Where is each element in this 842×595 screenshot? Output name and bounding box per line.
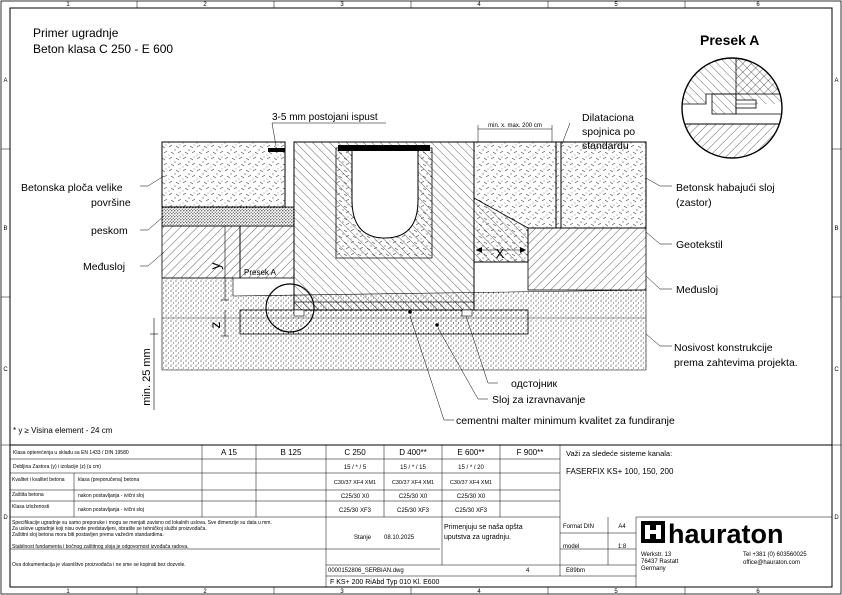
grade-cell: C30/37 XF4 XM1 <box>333 480 377 486</box>
class-d400: D 400** <box>399 448 427 457</box>
section-a-marker: Presek A <box>244 268 277 277</box>
company-name: hauraton <box>668 519 784 549</box>
grade-cell: C25/30 X0 <box>398 494 428 500</box>
grade-cell: C25/30 X0 <box>340 494 370 500</box>
interlayer-right-label: Međusloj <box>676 284 719 296</box>
group-label: Kvalitet i kvalitet betona <box>12 477 65 483</box>
joint-label: standardu <box>582 140 629 152</box>
row-label-left: B <box>3 226 8 232</box>
general-note: Stabilnost fundamenta i bočnog zaštitnog sloja je odgovornost izvođača radova. <box>12 544 189 550</box>
company-contact: Tel +381 (0) 603560025 <box>743 552 807 558</box>
company-address: Werkstr. 13 <box>641 552 672 558</box>
sheet-number: 4 <box>526 568 530 574</box>
slab-label: površine <box>91 197 131 209</box>
date-label: Stanje <box>354 535 372 541</box>
sand-label: peskom <box>91 225 128 237</box>
company-address: 76437 Rastatt <box>641 559 679 565</box>
class-f900: F 900** <box>516 448 544 457</box>
col-label-top: 6 <box>756 2 760 8</box>
company-contact: office@hauraton.com <box>743 560 801 566</box>
col-label-bottom: 6 <box>756 589 760 595</box>
dimension-min-label: min. 25 mm <box>141 348 153 406</box>
system-value: FASERFIX KS+ 100, 150, 200 <box>566 467 674 476</box>
wear-layer-label: (zastor) <box>676 197 712 209</box>
footnote: * y ≥ Visina element - 24 cm <box>13 426 113 435</box>
load-class-header: Klasa opterećenja u skladu sa EN 1433 / DIN 19580 <box>13 450 129 456</box>
row-label-left: D <box>3 515 8 521</box>
col-label-top: 2 <box>203 2 207 8</box>
general-note: Zaštitni sloj betona mora biti postavljen prema važećim standardima. <box>12 532 164 538</box>
mortar-label: cementni malter minimum kvalitet za fundiranje <box>456 415 675 427</box>
col-label-bottom: 5 <box>614 589 618 595</box>
system-title: Važi za sledeće sisteme kanala: <box>566 449 673 458</box>
slab-label: Betonska ploča velike <box>21 182 123 194</box>
revision-code: E89bm <box>566 568 586 574</box>
joint-label: Dilataciona <box>582 112 634 124</box>
sub-label: nakon postavljanja - ivični sloj <box>78 493 144 499</box>
group-label: Klasa izloženosti <box>12 504 50 510</box>
grade-cell: C30/37 XF4 XM1 <box>449 480 493 486</box>
sub-label: nakon postavljanja - ivični sloj <box>78 507 144 513</box>
interlayer-left-label: Međusloj <box>83 261 126 273</box>
joint-label: spojnica po <box>582 126 636 138</box>
date-value: 08.10.2025 <box>384 535 415 541</box>
class-c250: C 250 <box>344 448 366 457</box>
company-logo <box>641 519 807 572</box>
base-label: prema zahtevima projekta. <box>674 357 798 369</box>
sub-label: klasa (preporučena) betona <box>78 477 140 483</box>
thickness-d400: 15 / * / 15 <box>400 465 426 471</box>
drawing-name: F KS+ 200 RiAbd Typ 010 Kl. E600 <box>330 579 440 586</box>
class-e600: E 600** <box>457 448 485 457</box>
grade-cell: C30/37 XF4 XM1 <box>391 480 435 486</box>
title-block <box>10 445 832 587</box>
dimension-z-label: z <box>207 321 223 329</box>
install-note: uputstva za ugradnju. <box>444 534 511 541</box>
dimension-y-label: y <box>207 262 223 270</box>
section-a-detail <box>680 56 784 160</box>
class-a15: A 15 <box>220 448 238 457</box>
general-note: Specifikacije ugradnje su samo preporuke i mogu se menjati zavisno od lokalnih uslova. Sve dimenzije su data u mm. <box>12 520 272 526</box>
col-label-top: 3 <box>340 2 344 8</box>
format-label: Format DIN <box>563 524 595 530</box>
format-value: A4 <box>618 524 626 530</box>
class-b125: B 125 <box>280 448 302 457</box>
file-name: 0000152806_SERBIAN.dwg <box>328 568 404 574</box>
row-label-left: A <box>3 78 8 84</box>
col-label-bottom: 2 <box>203 589 207 595</box>
grade-cell: C25/30 X0 <box>456 494 486 500</box>
general-note: Ova dokumentacija je vlasništvo proizvođača i ne sme se kopirati bez dozvole. <box>12 562 186 568</box>
install-note: Primenjuju se naša opšta <box>444 524 523 531</box>
general-note: Za uslove ugradnje koji nisu ovde predstavljeni, obratite se tehničkoj službi proizvođača. <box>12 526 207 532</box>
gap-dimension-label: min. x. max. 200 cm <box>488 123 542 129</box>
drawing-title: Primer ugradnje <box>33 26 119 40</box>
col-label-bottom: 3 <box>340 589 344 595</box>
row-label-left: C <box>3 367 8 373</box>
col-label-bottom: 4 <box>477 589 481 595</box>
col-label-top: 1 <box>66 2 70 8</box>
col-label-top: 5 <box>614 2 618 8</box>
geotextile-label: Geotekstil <box>676 239 723 251</box>
col-label-bottom: 1 <box>66 589 70 595</box>
thickness-row-label: Debljina Zastora (y) i izolacije (z) (u cm) <box>13 464 102 470</box>
thickness-c250: 15 / * / 5 <box>343 465 367 471</box>
row-label-right: C <box>834 367 839 373</box>
company-address: Germany <box>641 566 666 572</box>
drawing-subtitle: Beton klasa C 250 - E 600 <box>33 42 174 56</box>
outlet-label: 3-5 mm postojani ispust <box>272 112 378 123</box>
grade-cell: C25/30 XF3 <box>454 508 488 514</box>
dimension-x-label: X <box>495 246 505 261</box>
cross-section <box>162 142 646 370</box>
thickness-e600: 15 / * / 20 <box>458 465 484 471</box>
group-label: Zaštita betona <box>12 492 44 498</box>
leveling-label: Sloj za izravnavanje <box>492 394 586 406</box>
section-a-title: Presek A <box>700 32 760 48</box>
row-label-right: D <box>834 515 839 521</box>
col-label-top: 4 <box>477 2 481 8</box>
spacer-label: одстојник <box>511 378 558 390</box>
base-label: Nosivost konstrukcije <box>674 342 773 354</box>
row-label-right: A <box>834 78 839 84</box>
grade-cell: C25/30 XF3 <box>396 508 430 514</box>
scale-label: model <box>563 544 580 550</box>
row-label-right: B <box>834 226 839 232</box>
wear-layer-label: Betonsk habajući sloj <box>676 182 775 194</box>
scale-value: 1:8 <box>617 544 627 550</box>
grade-cell: C25/30 XF3 <box>338 508 372 514</box>
